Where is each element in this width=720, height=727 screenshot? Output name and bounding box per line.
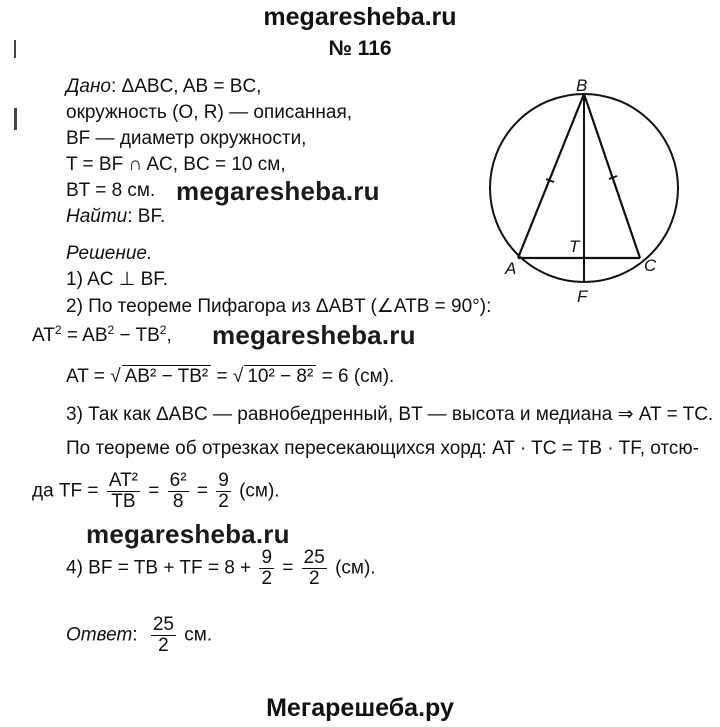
answer-label: Ответ <box>66 624 133 646</box>
side-ab <box>518 94 584 258</box>
problem-number: № 116 <box>328 37 392 60</box>
given-label: Дано <box>66 76 111 97</box>
margin-mark <box>14 40 16 58</box>
step-1: 1) AC ⊥ BF. <box>66 269 169 290</box>
label-c: C <box>644 256 657 275</box>
fraction: $\frac{25}{2}$ <box>152 614 174 656</box>
fraction: $\frac{\text{6²}}{8}$ <box>169 470 187 512</box>
step-2: 2) По теореме Пифагора из ΔABT (∠ATB = 90°): <box>66 296 492 317</box>
fraction: $\frac{9}{2}$ <box>261 547 273 589</box>
step-3b: По теореме об отрезках пересекающихся хорд: AT · TC = TB · TF, отсю- <box>66 438 699 459</box>
label-t: T <box>569 237 580 256</box>
label-a: A <box>505 259 517 278</box>
given-line-4: T = BF ∩ AC, BC = 10 см, <box>66 154 286 175</box>
radicand: AB² − TB² <box>122 365 212 387</box>
geometry-diagram <box>470 78 710 318</box>
given-line-5: BT = 8 см. <box>66 180 156 201</box>
watermark: megaresheba.ru <box>86 519 290 549</box>
fraction: $\frac{25}{2}$ <box>303 547 325 589</box>
step-2-calc: AT = √ AB² − TB² = √ 10² − 8² = 6 (см). <box>66 366 395 387</box>
fraction: $\frac{\text{AT²}}{TB}$ <box>108 470 139 512</box>
given-text: : ΔABC, AB = BC, <box>110 76 262 97</box>
label-b: B <box>576 78 588 95</box>
step-3-calc: да TF = $\frac{\text{AT²}}{TB}$ = $\frac{\text{6²}}{8}$ = $\frac{9}{2}$ (см). <box>32 470 280 512</box>
given-line-2: окружность (O, R) — описанная, <box>66 102 353 123</box>
margin-mark <box>14 108 17 130</box>
find-line <box>66 206 165 228</box>
watermark: megaresheba.ru <box>176 176 380 206</box>
step-4-calc: 4) BF = TB + TF = 8 + $\frac{9}{2}$ = $\frac{25}{2}$ (см). <box>66 547 376 589</box>
side-bc <box>584 94 640 258</box>
answer-line: Ответ: $\frac{25}{2}$ см. <box>66 614 213 656</box>
given-line-1 <box>66 76 261 98</box>
find-text: : BF. <box>127 206 166 227</box>
label-f: F <box>577 287 588 306</box>
radicand: 10² − 8² <box>244 365 316 387</box>
watermark: megaresheba.ru <box>212 320 416 350</box>
given-line-3: BF — диаметр окружности, <box>66 128 307 149</box>
site-footer: Мегарешеба.ру <box>266 694 454 722</box>
tick-ab <box>546 179 554 182</box>
step-3: 3) Так как ΔABC — равнобедренный, BT — высота и медиана ⇒ AT = TC. <box>66 404 714 425</box>
step-2-formula: $AT^2 = AB^2 - TB^2$, <box>32 323 172 346</box>
find-label: Найти <box>66 206 128 227</box>
tick-bc <box>609 176 617 179</box>
site-header: megaresheba.ru <box>263 3 457 31</box>
fraction: $\frac{9}{2}$ <box>218 470 229 512</box>
solution-heading: Решение. <box>66 243 153 264</box>
